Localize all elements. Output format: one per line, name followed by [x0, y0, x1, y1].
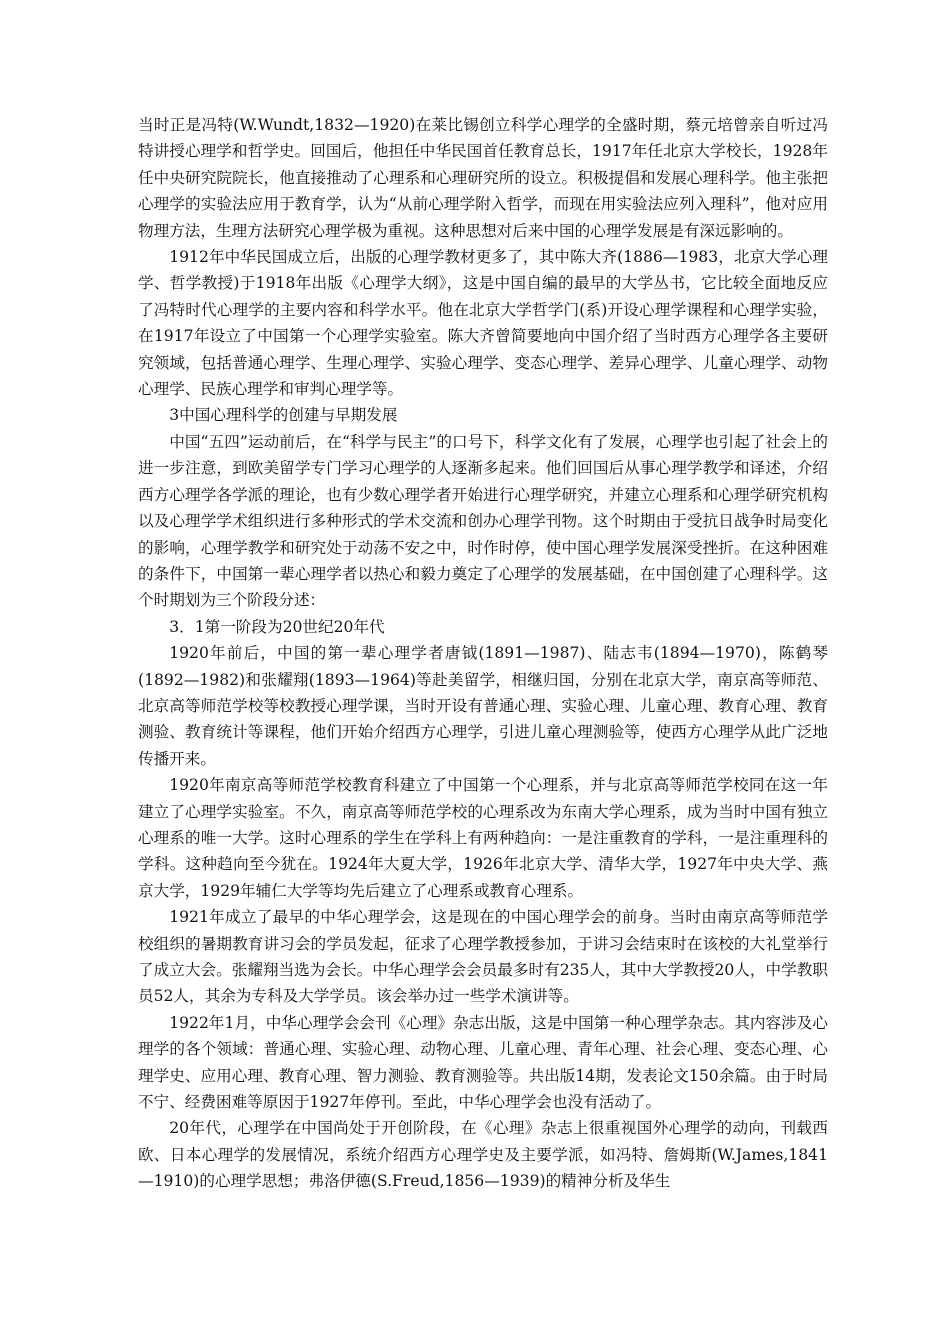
- paragraph-1921-society: 1921年成立了最早的中华心理学会，这是现在的中国心理学会的前身。当时由南京高等师范学校组织的暑期教育讲习会的学员发起，征求了心理学教授参加，于讲习会结束时在该校的大礼堂举行了成立大会。张耀翔当选为会长。中华心理学会会员最多时有235人，其中大学教授20人，中学教职员52人，其余为专科及大学学员。该会举办过一些学术演讲等。: [138, 908, 828, 1006]
- paragraph-wundt-cai-yuanpei: 当时正是冯特(W.Wundt,1832—1920)在莱比锡创立科学心理学的全盛时期，蔡元培曾亲自听过冯特讲授心理学和哲学史。回国后，他担任中华民国首任教育总长，1917年任北京大学校长，1928年任中央研究院院长，他直接推动了心理系和心理研究所的设立。积极提倡和发展心理科学。他主张把心理学的实验法应用于教育学，认为“从前心理学附入哲学，而现在用实验法应列入理科”，他对应用物理方法，生理方法研究心理学极为重视。这种思想对后来中国的心理学发展是有深远影响的。: [138, 116, 828, 240]
- paragraph-1920s-introduction: 20年代，心理学在中国尚处于开创阶段，在《心理》杂志上很重视国外心理学的动向，刊载西欧、日本心理学的发展情况，系统介绍西方心理学史及主要学派，如冯特、詹姆斯(W.James,1841—1910)的心理学思想；弗洛伊德(S.Freud,1856—1939)的精神分析及华生: [138, 1119, 828, 1191]
- paragraph-1922-journal: 1922年1月，中华心理学会会刊《心理》杂志出版，这是中国第一种心理学杂志。其内容涉及心理学的各个领域：普通心理、实验心理、动物心理、儿童心理、青年心理、社会心理、变态心理、心理学史、应用心理、教育心理、智力测验、教育测验等。共出版14期，发表论文150余篇。由于时局不宁、经费困难等原因于1927年停刊。至此，中华心理学会也没有活动了。: [138, 1013, 828, 1112]
- paragraph-1920-first-generation: 1920年前后，中国的第一辈心理学者唐钺(1891—1987)、陆志韦(1894—1970)，陈鹤琴(1892—1982)和张耀翔(1893—1964)等赴美留学，相继归国，分别在北京大学，南京高等师范、北京高等师范学校等校教授心理学课，当时开设有普通心理、实验心理、儿童心理、教育心理、教育测验、教育统计等课程，他们开始介绍西方心理学，引进儿童心理测验等，使西方心理学从此广泛地传播开来。: [138, 644, 828, 768]
- paragraph-may-fourth: 中国“五四”运动前后，在“科学与民主”的口号下，科学文化有了发展，心理学也引起了社会上的进一步注意，到欧美留学专门学习心理学的人逐渐多起来。他们回国后从事心理学教学和译述，介绍西方心理学各学派的理论，也有少数心理学者开始进行心理学研究，并建立心理系和心理学研究机构以及心理学学术组织进行多种形式的学术交流和创办心理学刊物。这个时期由于受抗日战争时局变化的影响，心理学教学和研究处于动荡不安之中，时作时停，使中国心理学发展深受挫折。在这种困难的条件下，中国第一辈心理学者以热心和毅力奠定了心理学的发展基础，在中国创建了心理科学。这个时期划为三个阶段分述：: [138, 432, 828, 610]
- document-page: [138, 112, 828, 1195]
- paragraph-1912-chen-daqi: 1912年中华民国成立后，出版的心理学教材更多了，其中陈大齐(1886—1983，北京大学心理学、哲学教授)于1918年出版《心理学大纲》，这是中国自编的最早的大学丛书，它比较全面地反应了冯特时代心理学的主要内容和科学水平。他在北京大学哲学门(系)开设心理学课程和心理学实验，在1917年设立了中国第一个心理学实验室。陈大齐曾简要地向中国介绍了当时西方心理学各主要研究领域，包括普通心理学、生理心理学、实验心理学、变态心理学、差异心理学、儿童心理学、动物心理学、民族心理学和审判心理学等。: [138, 248, 828, 399]
- section-heading-3-1: 3．1第一阶段为20世纪20年代: [169, 617, 385, 636]
- paragraph-1920-first-department: 1920年南京高等师范学校教育科建立了中国第一个心理系，并与北京高等师范学校同在这一年建立了心理学实验室。不久，南京高等师范学校的心理系改为东南大学心理系，成为当时中国有独立心理系的唯一大学。这时心理系的学生在学科上有两种趋向：一是注重教育的学科，一是注重理科的学科。这种趋向至今犹在。1924年大夏大学，1926年北京大学、清华大学，1927年中央大学、燕京大学，1929年辅仁大学等均先后建立了心理系或教育心理系。: [138, 776, 828, 900]
- section-heading-3: 3中国心理科学的创建与早期发展: [169, 406, 398, 425]
